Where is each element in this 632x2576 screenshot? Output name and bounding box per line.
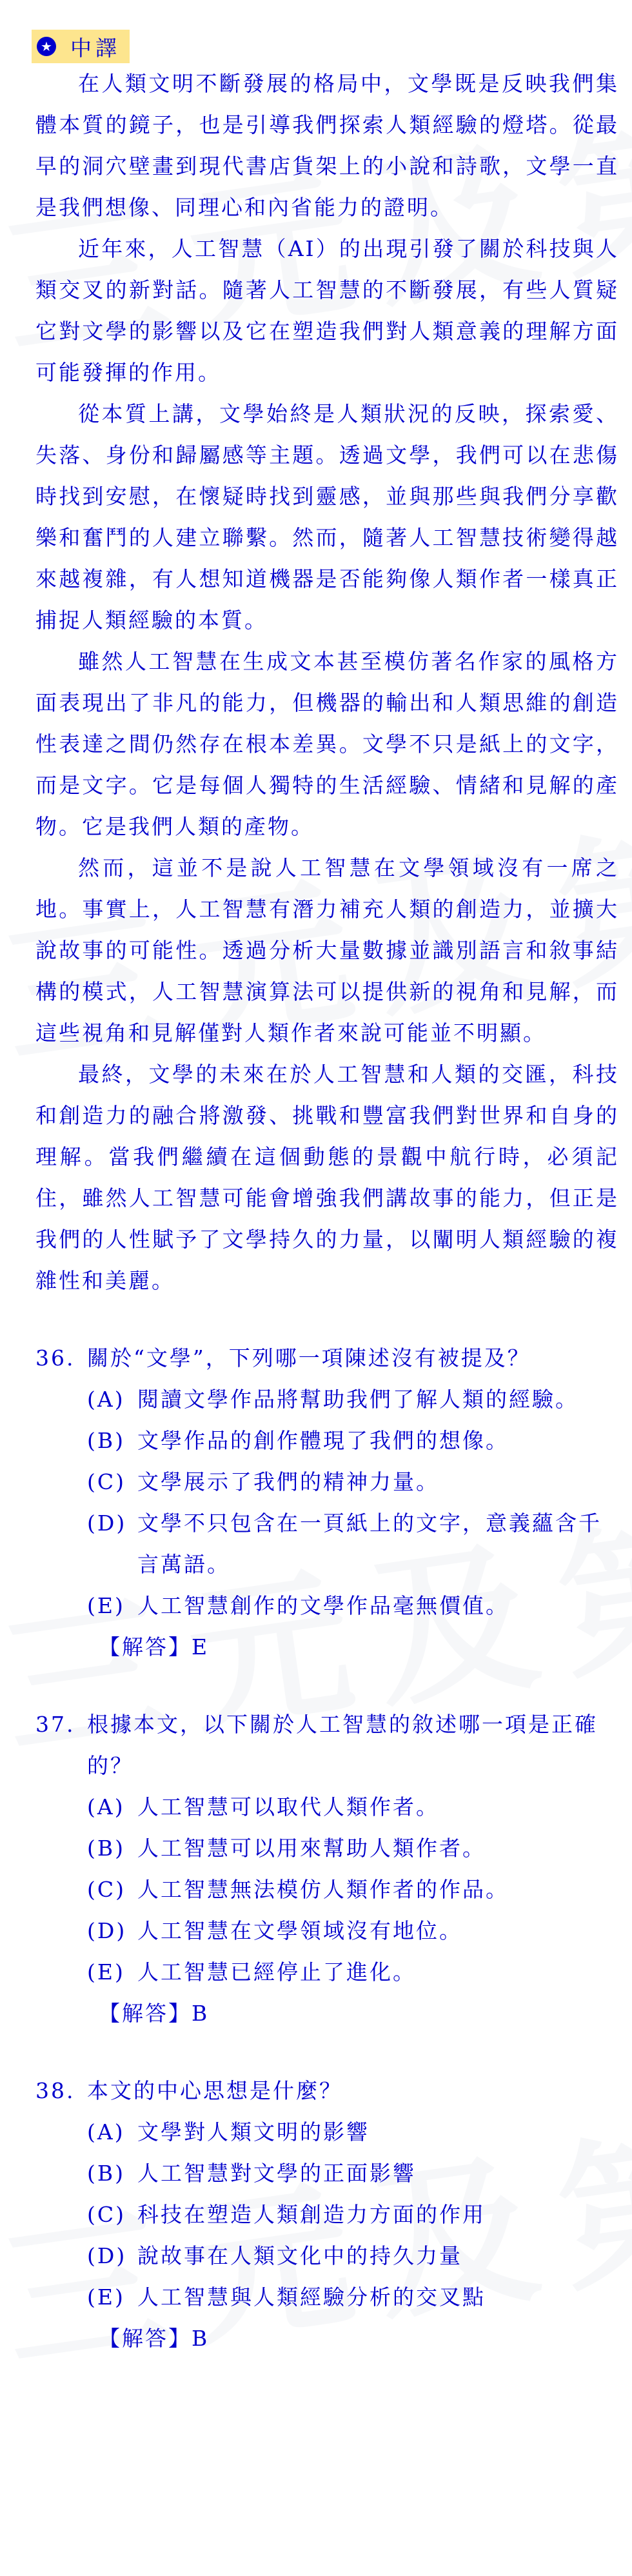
question-stem [35,1704,619,1787]
option-text: 閱讀文學作品將幫助我們了解人類的經驗。 [137,1387,578,1412]
answer-label: 【解答】B [99,2001,210,2026]
option-label: (D) [87,1918,127,1943]
option-text: 人工智慧可以用來幫助人類作者。 [137,1836,486,1861]
question-38 [35,2070,619,2359]
option-label: (A) [87,1794,125,1819]
option-text: 人工智慧創作的文學作品毫無價值。 [137,1593,509,1618]
option-e [35,2277,619,2318]
option-d [35,2235,619,2277]
paragraph-1: 在人類文明不斷發展的格局中，文學既是反映我們集體本質的鏡子，也是引導我們探索人類經驗的燈塔。從最早的洞穴壁畫到現代書店貨架上的小說和詩歌，文學一直是我們想像、同理心和內省能力的證明。 [35,71,619,220]
option-text: 說故事在人類文化中的持久力量 [137,2243,462,2268]
option-a [35,1379,619,1420]
option-label: (C) [87,1469,126,1494]
option-text: 科技在塑造人類創造力方面的作用 [137,2202,486,2227]
question-number: 38. [35,2078,75,2103]
option-b [35,1828,619,1869]
option-b [35,1420,619,1461]
question-stem [35,1338,619,1379]
option-label: (B) [87,1836,125,1861]
question-stem [35,2070,619,2112]
paragraph-4: 雖然人工智慧在生成文本甚至模仿著名作家的風格方面表現出了非凡的能力，但機器的輸出和人類思維的創造性表達之間仍然存在根本差異。文學不只是紙上的文字，而是文字。它是每個人獨特的生活經驗、情緒和見解的產物。它是我們人類的產物。 [35,649,619,839]
paragraph-2: 近年來，人工智慧（AI）的出現引發了關於科技與人類交叉的新對話。隨著人工智慧的不斷發展，有些人質疑它對文學的影響以及它在塑造我們對人類意義的理解方面可能發揮的作用。 [35,236,619,385]
section-title: 中譯 [70,35,121,61]
answer-label: 【解答】E [99,1634,210,1660]
option-d [35,1910,619,1952]
option-c [35,1869,619,1910]
option-e [35,1585,619,1627]
option-label: (C) [87,1877,126,1902]
option-c [35,1461,619,1503]
option-text: 人工智慧無法模仿人類作者的作品。 [137,1877,509,1902]
option-label: (E) [87,1959,125,1985]
option-label: (E) [87,1593,125,1618]
option-label: (C) [87,2202,126,2227]
option-label: (D) [87,1511,127,1536]
option-d [35,1503,619,1585]
option-label: (A) [87,1387,125,1412]
option-label: (E) [87,2284,125,2310]
paragraph-6: 最終，文學的未來在於人工智慧和人類的交匯，科技和創造力的融合將激發、挑戰和豐富我們對世界和自身的理解。當我們繼續在這個動態的景觀中航行時，必須記住，雖然人工智慧可能會增強我們講故事的能力，但正是我們的人性賦予了文學持久的力量，以闡明人類經驗的複雜性和美麗。 [35,1062,619,1293]
question-text: 關於“文學”，下列哪一項陳述沒有被提及？ [87,1345,531,1371]
option-text: 人工智慧在文學領域沒有地位。 [137,1918,462,1943]
option-label: (A) [87,2119,125,2145]
option-label: (B) [87,2161,125,2186]
option-text: 文學展示了我們的精神力量。 [137,1469,439,1494]
question-number: 36. [35,1345,75,1371]
paragraph-3: 從本質上講，文學始終是人類狀況的反映，探索愛、失落、身份和歸屬感等主題。透過文學，我們可以在悲傷時找到安慰，在懷疑時找到靈感，並與那些與我們分享歡樂和奮鬥的人建立聯繫。然而，隨著人工智慧技術變得越來越複雜，有人想知道機器是否能夠像人類作者一樣真正捕捉人類經驗的本質。 [35,401,619,633]
option-text: 人工智慧已經停止了進化。 [137,1959,416,1985]
question-37 [35,1704,619,2034]
option-text: 文學對人類文明的影響 [137,2119,370,2145]
star-badge-icon: ★ [37,37,56,56]
option-text: 人工智慧可以取代人類作者。 [137,1794,439,1819]
question-text: 本文的中心思想是什麼？ [87,2078,342,2103]
option-c [35,2194,619,2235]
option-text: 文學不只包含在一頁紙上的文字，意義蘊含千言萬語。 [137,1511,602,1577]
option-text: 人工智慧對文學的正面影響 [137,2161,416,2186]
paragraph-5: 然而，這並不是說人工智慧在文學領域沒有一席之地。事實上，人工智慧有潛力補充人類的創造力，並擴大說故事的可能性。透過分析大量數據並識別語言和敘事結構的模式，人工智慧演算法可以提供新的視角和見解，而這些視角和見解僅對人類作者來說可能並不明顯。 [35,855,619,1045]
option-e [35,1952,619,1993]
option-a [35,1787,619,1828]
question-text: 根據本文，以下關於人工智慧的敘述哪一項是正確的？ [87,1712,598,1778]
question-number: 37. [35,1712,75,1737]
option-text: 文學作品的創作體現了我們的想像。 [137,1428,509,1453]
option-label: (B) [87,1428,125,1453]
option-label: (D) [87,2243,127,2268]
option-text: 人工智慧與人類經驗分析的交叉點 [137,2284,486,2310]
answer-label: 【解答】B [99,2326,210,2351]
section-header [32,30,130,63]
option-b [35,2153,619,2194]
question-36 [35,1338,619,1668]
option-a [35,2112,619,2153]
